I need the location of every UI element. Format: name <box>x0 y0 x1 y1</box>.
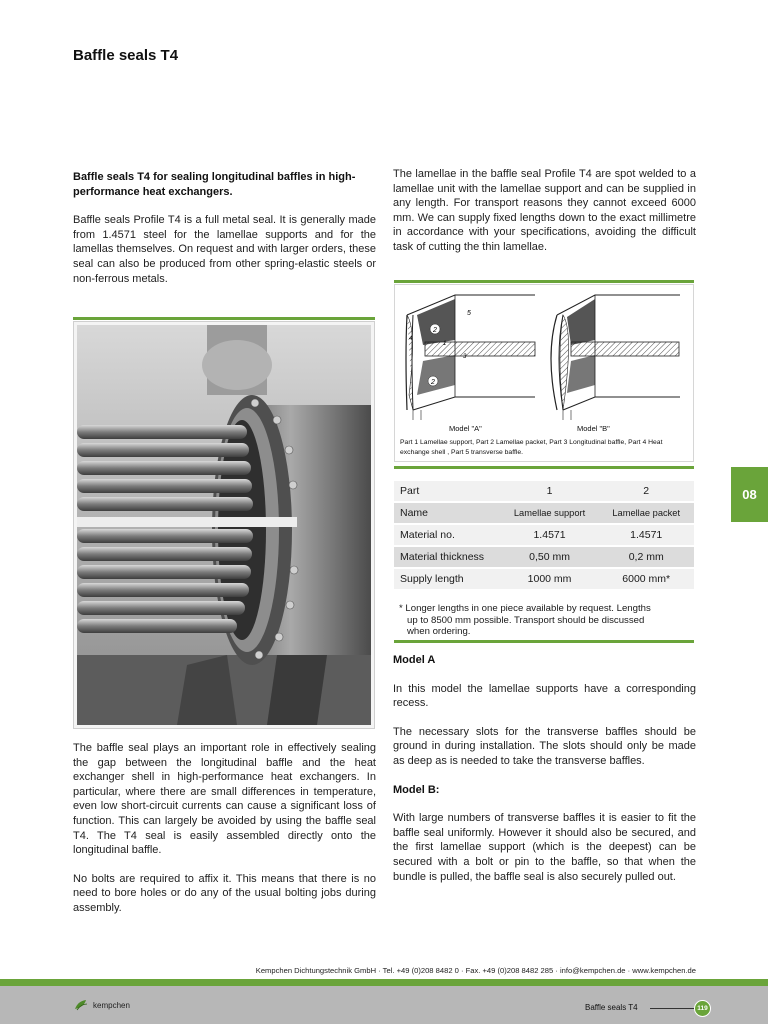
table-cell: 1.4571 <box>501 525 599 545</box>
table-footnote <box>399 603 694 638</box>
intro-paragraph: Baffle seals Profile T4 is a full metal seal. It is generally made from 1.4571 steel for the lamellae supports and for the lamellas themselves. On request and with larger orders, these seal can also be produced from other spring-elastic steels or non-ferrous metals. <box>73 214 376 285</box>
model-b-heading: Model B: <box>393 783 440 796</box>
footnote-line: when ordering. <box>407 626 471 637</box>
page-title: Baffle seals T4 <box>73 47 179 64</box>
model-a-drawing <box>406 295 535 420</box>
model-b-drawing <box>551 295 680 420</box>
table-cell: 1.4571 <box>598 525 694 545</box>
callout-2-top: 2 <box>433 327 437 334</box>
right-column-intro <box>393 167 696 255</box>
leaf-icon <box>74 999 88 1011</box>
seal-diagram <box>394 280 694 470</box>
diagram-bottom-rule <box>394 466 694 469</box>
spec-table <box>394 479 694 591</box>
table-cell: 2 <box>598 481 694 501</box>
baffle-role-paragraph: The baffle seal plays an important role in effectively sealing the gap between the longitudinal baffle and the heat exchanger shell in high-performance heat exchangers. In particular, where there are small differences in temperature, even low short-circuit currents can cause a significant loss of function. This can largely be avoided by using the baffle seal T4. The T4 seal is easily assembled directly onto the longitudinal baffle. <box>73 742 376 857</box>
table-cell: 6000 mm* <box>598 569 694 589</box>
table-cell: 0,50 mm <box>501 547 599 567</box>
model-b-paragraph: With large numbers of transverse baffles it is easier to fit the baffle seal uniformly. However it should also be secured, and the first lamellae support (which is the deepest) can be secured with a bolt or pin to the baffle, so that when the bundle is pulled, the baffle seal is also securely pulled out. <box>393 812 696 883</box>
table-row <box>394 547 694 567</box>
table-cell: Supply length <box>394 569 501 589</box>
models-section <box>393 653 696 884</box>
table-cell: 0,2 mm <box>598 547 694 567</box>
table-cell: Material no. <box>394 525 501 545</box>
lead-heading: Baffle seals T4 for sealing longitudinal baffles in high-performance heat exchangers. <box>73 171 356 198</box>
model-a-paragraph-1: In this model the lamellae supports have a corresponding recess. <box>393 682 696 710</box>
table-cell: Lamellae packet <box>598 503 694 523</box>
table-cell: Name <box>394 503 501 523</box>
chapter-tab[interactable]: 08 <box>731 467 768 522</box>
table-bottom-rule <box>394 640 694 643</box>
photo-frame <box>73 321 375 729</box>
table-cell: 1000 mm <box>501 569 599 589</box>
footnote-line: up to 8500 mm possible. Transport should be discussed <box>407 614 645 626</box>
table-header-row <box>394 481 694 501</box>
cross-section-drawing <box>395 285 693 425</box>
lamellae-paragraph: The lamellae in the baffle seal Profile T4 are spot welded to a lamellae unit with the lamellae support and can be supplied in any length. For transport reasons they cannot exceed 6000 mm. We can supply fixed lengths down to the exact millimetre in accordance with your specifications, avoiding the difficult task of cutting the thin lamellae. <box>393 168 696 253</box>
footnote-line: * Longer lengths in one piece available by request. Lengths <box>399 603 651 614</box>
table-cell: 1 <box>501 481 599 501</box>
page-number: 119 <box>694 1000 711 1017</box>
contact-line: Kempchen Dichtungstechnik GmbH · Tel. +49 (0)208 8482 0 · Fax. +49 (0)208 8482 285 · info@kempchen.de · www.kempchen.de <box>255 966 696 975</box>
heat-exchanger-image <box>77 325 371 725</box>
callout-2-bottom: 2 <box>431 379 435 386</box>
callout-3: 3 <box>463 354 467 360</box>
table-cell: Material thickness <box>394 547 501 567</box>
callout-1: 1 <box>443 341 447 347</box>
no-bolts-paragraph: No bolts are required to affix it. This means that there is no need to bore holes or do any of the usual bolting jobs during assembly. <box>73 872 376 914</box>
table-cell: Part <box>394 481 501 501</box>
footer-green-band <box>0 979 768 986</box>
model-a-label: Model "A" <box>449 424 482 433</box>
model-a-heading: Model A <box>393 654 436 666</box>
table-cell: Lamellae support <box>501 503 599 523</box>
callout-5: 5 <box>467 310 471 317</box>
left-column-intro <box>73 170 376 286</box>
model-a-paragraph-2: The necessary slots for the transverse baffles should be ground in during installation. The slots should only be made as deep as is needed to take the transverse baffles. <box>393 725 696 767</box>
footer-divider <box>650 1008 695 1009</box>
diagram-frame <box>394 284 694 462</box>
kempchen-logo <box>74 999 130 1011</box>
photo-rule <box>73 317 375 320</box>
diagram-rule <box>394 280 694 283</box>
left-column-body <box>73 741 376 916</box>
footer-section-title: Baffle seals T4 <box>585 1003 638 1012</box>
diagram-caption: Part 1 Lamellae support, Part 2 Lamellae packet, Part 3 Longitudinal baffle, Part 4 Heat exchange shell , Part 5 transverse baffle. <box>400 439 663 456</box>
table-row <box>394 503 694 523</box>
model-b-label: Model "B" <box>577 424 610 433</box>
logo-text: kempchen <box>93 1000 130 1010</box>
heat-exchanger-photo <box>73 317 375 729</box>
table-row <box>394 525 694 545</box>
table-row <box>394 569 694 589</box>
callout-4: 4 <box>409 336 413 342</box>
